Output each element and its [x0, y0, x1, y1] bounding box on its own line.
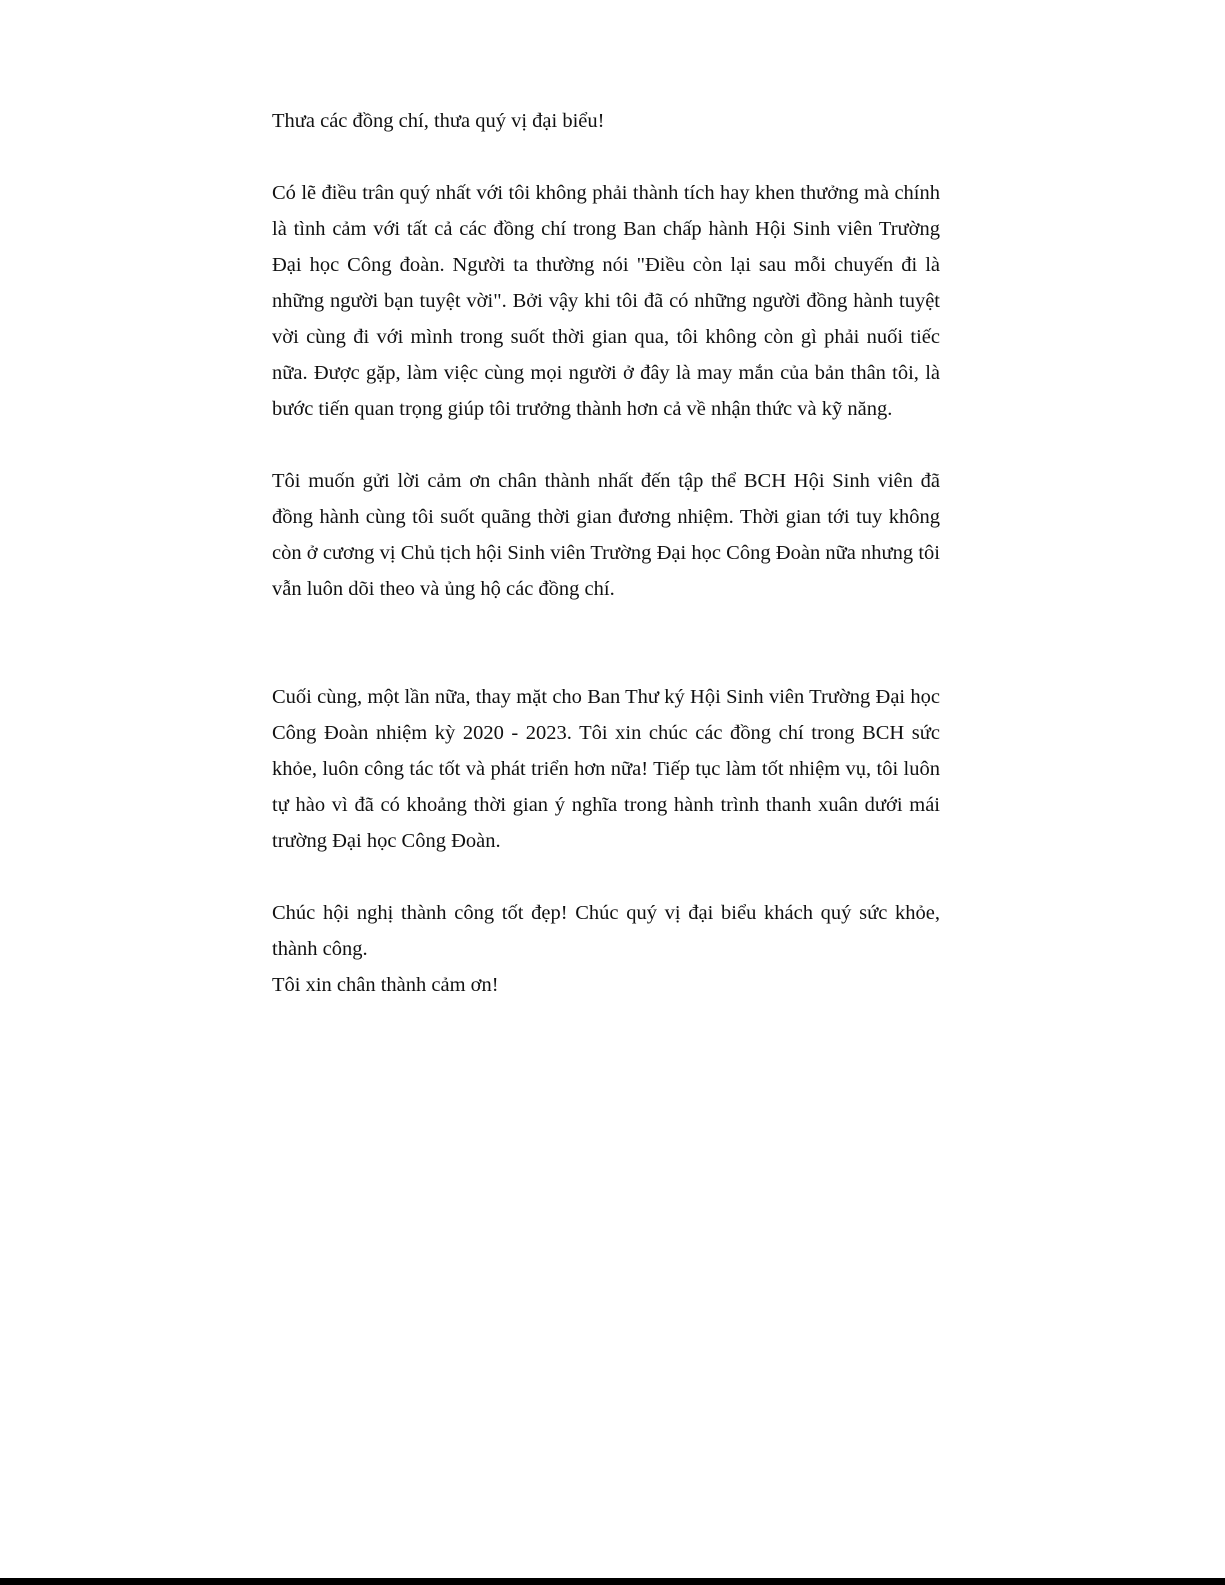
- document-body: [272, 103, 940, 1003]
- paragraph-final-wishes: Cuối cùng, một lần nữa, thay mặt cho Ban Thư ký Hội Sinh viên Trường Đại học Công Đoàn nhiệm kỳ 2020 - 2023. Tôi xin chúc các đồng chí trong BCH sức khỏe, luôn công tác tốt và phát triển hơn nữa! Tiếp tục làm tốt nhiệm vụ, tôi luôn tự hào vì đã có khoảng thời gian ý nghĩa trong hành trình thanh xuân dưới mái trường Đại học Công Đoàn.: [272, 686, 940, 852]
- greeting: Thưa các đồng chí, thưa quý vị đại biểu!: [272, 110, 605, 132]
- closing-line: Tôi xin chân thành cảm ơn!: [272, 974, 499, 996]
- paragraph-conference-wishes: Chúc hội nghị thành công tốt đẹp! Chúc quý vị đại biểu khách quý sức khỏe, thành công.: [272, 902, 940, 960]
- paragraph-thanks-bch: Tôi muốn gửi lời cảm ơn chân thành nhất đến tập thể BCH Hội Sinh viên đã đồng hành cùng tôi suốt quãng thời gian đương nhiệm. Thời gian tới tuy không còn ở cương vị Chủ tịch hội Sinh viên Trường Đại học Công Đoàn nữa nhưng tôi vẫn luôn dõi theo và ủng hộ các đồng chí.: [272, 470, 940, 600]
- paragraph-gratitude: Có lẽ điều trân quý nhất với tôi không phải thành tích hay khen thưởng mà chính là tình cảm với tất cả các đồng chí trong Ban chấp hành Hội Sinh viên Trường Đại học Công đoàn. Người ta thường nói "Điều còn lại sau mỗi chuyến đi là những người bạn tuyệt vời". Bởi vậy khi tôi đã có những người đồng hành tuyệt vời cùng đi với mình trong suốt thời gian qua, tôi không còn gì phải nuối tiếc nữa. Được gặp, làm việc cùng mọi người ở đây là may mắn của bản thân tôi, là bước tiến quan trọng giúp tôi trưởng thành hơn cả về nhận thức và kỹ năng.: [272, 182, 940, 420]
- page-bottom-border: [0, 1578, 1225, 1585]
